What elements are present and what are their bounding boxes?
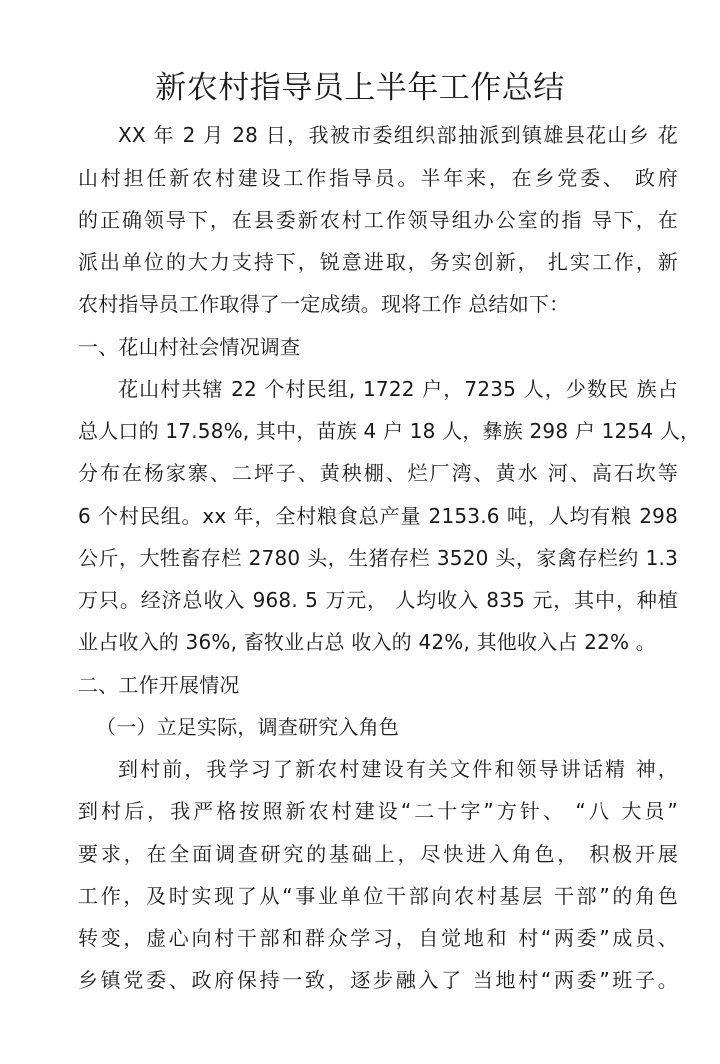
paragraph-line: 转变，虚心向村干部和群众学习，自觉地和 村“两委”成员、 [78, 926, 678, 950]
section-heading: 二、工作开展情况 [78, 673, 240, 697]
paragraph-line: 业占收入的 36%, 畜牧业占总 收入的 42%, 其他收入占 22% 。 [78, 630, 656, 654]
paragraph-line: 农村指导员工作取得了一定成绩。现将工作 总结如下： [78, 292, 570, 316]
paragraph-line: 工作，及时实现了从“事业单位干部向农村基层 干部”的角色 [78, 884, 678, 908]
paragraph-line: 公斤，大牲畜存栏 2780 头，生猪存栏 3520 头，家禽存栏约 1.3 [78, 546, 678, 570]
paragraph-line: XX 年 2 月 28 日，我被市委组织部抽派到镇雄县花山乡 花 [118, 123, 678, 147]
paragraph-line: 花山村共辖 22 个村民组, 1722 户，7235 人，少数民 族占 [118, 377, 678, 401]
paragraph-line: 到村后，我严格按照新农村建设“二十字”方针、 “八 大员” [78, 799, 678, 823]
paragraph-line: 分布在杨家寨、二坪子、黄秧棚、烂厂湾、黄水 河、高石坎等 [78, 461, 678, 485]
paragraph-line: 乡镇党委、政府保持一致，逐步融入了 当地村“两委”班子。 [78, 968, 678, 992]
paragraph-line: 派出单位的大力支持下，锐意进取，务实创新， 扎实工作，新 [78, 250, 678, 274]
paragraph-line: 总人口的 17.58%, 其中，苗族 4 户 18 人，彝族 298 户 1254 人， [78, 419, 701, 443]
section-heading: 一、花山村社会情况调查 [78, 335, 301, 359]
paragraph-line: 的正确领导下，在县委新农村工作领导组办公室的指 导下，在 [78, 208, 678, 232]
paragraph-line: 要求，在全面调查研究的基础上，尽快进入角色， 积极开展 [78, 842, 678, 866]
paragraph-line: 6 个村民组。xx 年，全村粮食总产量 2153.6 吨，人均有粮 298 [78, 504, 678, 528]
subsection-heading: （一）立足实际，调查研究入角色 [96, 715, 399, 739]
paragraph-line: 到村前，我学习了新农村建设有关文件和领导讲话精 神， [118, 757, 678, 781]
paragraph-line: 万只。经济总收入 968. 5 万元， 人均收入 835 元，其中，种植 [78, 588, 678, 612]
document-title: 新农村指导员上半年工作总结 [155, 70, 565, 106]
paragraph-line: 山村担任新农村建设工作指导员。半年来，在乡党委、 政府 [78, 166, 678, 190]
